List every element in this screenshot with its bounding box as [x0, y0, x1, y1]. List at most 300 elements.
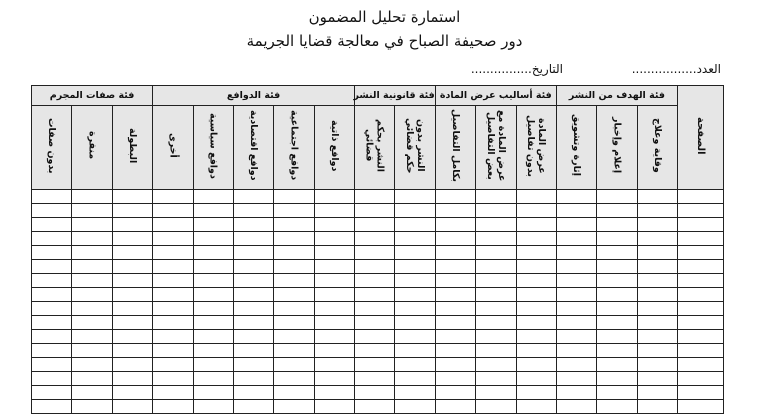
table-row	[32, 218, 724, 232]
table-cell[interactable]	[556, 218, 596, 232]
group-header-motives: فئة الدوافع	[153, 86, 355, 106]
table-cell[interactable]	[153, 330, 193, 344]
date-field: التاريخ................	[470, 62, 563, 76]
table-cell[interactable]	[637, 204, 677, 218]
table-cell[interactable]	[516, 316, 556, 330]
table-cell[interactable]	[476, 190, 516, 204]
table-cell[interactable]	[153, 246, 193, 260]
table-cell[interactable]	[153, 190, 193, 204]
table-cell[interactable]	[32, 358, 72, 372]
table-cell[interactable]	[355, 316, 395, 330]
table-cell[interactable]	[233, 218, 273, 232]
table-cell[interactable]	[153, 358, 193, 372]
table-cell[interactable]	[637, 372, 677, 386]
table-cell[interactable]	[233, 232, 273, 246]
table-row	[32, 204, 724, 218]
table-cell[interactable]	[637, 344, 677, 358]
table-cell[interactable]	[597, 246, 637, 260]
table-cell[interactable]	[193, 204, 233, 218]
table-cell[interactable]	[314, 246, 354, 260]
table-cell[interactable]	[435, 274, 475, 288]
table-cell[interactable]	[678, 330, 724, 344]
table-cell[interactable]	[516, 274, 556, 288]
table-cell[interactable]	[637, 260, 677, 274]
table-cell[interactable]	[233, 372, 273, 386]
table-cell[interactable]	[32, 386, 72, 400]
table-cell[interactable]	[556, 358, 596, 372]
table-cell[interactable]	[435, 218, 475, 232]
table-cell[interactable]	[395, 274, 435, 288]
table-cell[interactable]	[112, 274, 152, 288]
table-cell[interactable]	[556, 400, 596, 414]
table-cell[interactable]	[678, 190, 724, 204]
table-cell[interactable]	[112, 218, 152, 232]
column-header: دوافع سياسية	[193, 106, 233, 190]
table-cell[interactable]	[597, 358, 637, 372]
table-cell[interactable]	[193, 330, 233, 344]
table-cell[interactable]	[193, 372, 233, 386]
table-cell[interactable]	[678, 218, 724, 232]
table-cell[interactable]	[435, 260, 475, 274]
table-row	[32, 344, 724, 358]
table-cell[interactable]	[395, 190, 435, 204]
table-cell[interactable]	[476, 316, 516, 330]
table-cell[interactable]	[153, 372, 193, 386]
table-cell[interactable]	[314, 316, 354, 330]
table-cell[interactable]	[516, 260, 556, 274]
table-cell[interactable]	[516, 218, 556, 232]
table-cell[interactable]	[476, 288, 516, 302]
column-header: وقاية وعلاج	[637, 106, 677, 190]
table-row	[32, 372, 724, 386]
table-cell[interactable]	[193, 400, 233, 414]
table-cell[interactable]	[395, 288, 435, 302]
table-cell[interactable]	[314, 330, 354, 344]
table-cell[interactable]	[314, 344, 354, 358]
table-cell[interactable]	[314, 372, 354, 386]
table-cell[interactable]	[32, 344, 72, 358]
table-cell[interactable]	[72, 386, 112, 400]
table-cell[interactable]	[556, 330, 596, 344]
table-cell[interactable]	[274, 232, 314, 246]
table-cell[interactable]	[516, 358, 556, 372]
table-cell[interactable]	[435, 232, 475, 246]
table-cell[interactable]	[597, 288, 637, 302]
table-cell[interactable]	[193, 386, 233, 400]
table-cell[interactable]	[678, 260, 724, 274]
table-cell[interactable]	[435, 316, 475, 330]
table-cell[interactable]	[193, 344, 233, 358]
table-cell[interactable]	[72, 400, 112, 414]
table-cell[interactable]	[72, 358, 112, 372]
table-cell[interactable]	[556, 274, 596, 288]
table-cell[interactable]	[678, 246, 724, 260]
table-cell[interactable]	[153, 400, 193, 414]
table-row	[32, 246, 724, 260]
table-cell[interactable]	[112, 288, 152, 302]
table-cell[interactable]	[476, 344, 516, 358]
table-cell[interactable]	[112, 344, 152, 358]
table-cell[interactable]	[193, 302, 233, 316]
table-cell[interactable]	[476, 232, 516, 246]
table-row	[32, 232, 724, 246]
table-cell[interactable]	[516, 204, 556, 218]
table-cell[interactable]	[435, 344, 475, 358]
table-cell[interactable]	[637, 400, 677, 414]
table-cell[interactable]	[597, 316, 637, 330]
table-cell[interactable]	[72, 316, 112, 330]
table-cell[interactable]	[72, 372, 112, 386]
table-cell[interactable]	[274, 204, 314, 218]
table-cell[interactable]	[153, 302, 193, 316]
table-cell[interactable]	[355, 204, 395, 218]
table-cell[interactable]	[435, 302, 475, 316]
table-cell[interactable]	[435, 358, 475, 372]
table-row	[32, 316, 724, 330]
table-cell[interactable]	[314, 190, 354, 204]
table-cell[interactable]	[435, 386, 475, 400]
table-cell[interactable]	[637, 330, 677, 344]
table-cell[interactable]	[355, 358, 395, 372]
table-cell[interactable]	[112, 386, 152, 400]
table-cell[interactable]	[516, 246, 556, 260]
table-cell[interactable]	[556, 190, 596, 204]
table-cell[interactable]	[72, 288, 112, 302]
table-cell[interactable]	[516, 386, 556, 400]
table-cell[interactable]	[476, 246, 516, 260]
table-cell[interactable]	[597, 372, 637, 386]
table-cell[interactable]	[476, 358, 516, 372]
table-cell[interactable]	[678, 344, 724, 358]
table-cell[interactable]	[112, 358, 152, 372]
table-cell[interactable]	[516, 288, 556, 302]
column-header: دوافع اجتماعية	[274, 106, 314, 190]
table-cell[interactable]	[476, 204, 516, 218]
table-cell[interactable]	[193, 232, 233, 246]
table-cell[interactable]	[32, 316, 72, 330]
table-cell[interactable]	[314, 274, 354, 288]
table-cell[interactable]	[274, 400, 314, 414]
table-cell[interactable]	[556, 316, 596, 330]
table-cell[interactable]	[355, 386, 395, 400]
table-cell[interactable]	[637, 386, 677, 400]
page-column-header: الصفحة	[678, 86, 724, 190]
table-cell[interactable]	[476, 302, 516, 316]
table-cell[interactable]	[637, 190, 677, 204]
table-cell[interactable]	[395, 204, 435, 218]
table-cell[interactable]	[516, 400, 556, 414]
table-cell[interactable]	[556, 344, 596, 358]
table-cell[interactable]	[112, 400, 152, 414]
table-cell[interactable]	[395, 260, 435, 274]
table-cell[interactable]	[314, 386, 354, 400]
table-cell[interactable]	[32, 288, 72, 302]
table-cell[interactable]	[72, 218, 112, 232]
table-cell[interactable]	[112, 372, 152, 386]
table-cell[interactable]	[233, 330, 273, 344]
table-cell[interactable]	[153, 232, 193, 246]
table-cell[interactable]	[314, 302, 354, 316]
table-cell[interactable]	[597, 204, 637, 218]
table-cell[interactable]	[556, 246, 596, 260]
table-cell[interactable]	[112, 246, 152, 260]
table-cell[interactable]	[32, 190, 72, 204]
table-cell[interactable]	[274, 218, 314, 232]
table-cell[interactable]	[395, 330, 435, 344]
table-cell[interactable]	[395, 218, 435, 232]
table-cell[interactable]	[112, 232, 152, 246]
table-cell[interactable]	[476, 330, 516, 344]
table-cell[interactable]	[435, 372, 475, 386]
table-cell[interactable]	[516, 330, 556, 344]
table-cell[interactable]	[72, 232, 112, 246]
table-cell[interactable]	[637, 218, 677, 232]
table-cell[interactable]	[314, 358, 354, 372]
table-cell[interactable]	[637, 232, 677, 246]
table-cell[interactable]	[395, 246, 435, 260]
table-cell[interactable]	[435, 204, 475, 218]
table-cell[interactable]	[355, 288, 395, 302]
table-cell[interactable]	[314, 260, 354, 274]
table-cell[interactable]	[355, 232, 395, 246]
table-cell[interactable]	[72, 330, 112, 344]
table-cell[interactable]	[72, 260, 112, 274]
table-cell[interactable]	[193, 260, 233, 274]
table-cell[interactable]	[32, 246, 72, 260]
table-cell[interactable]	[112, 316, 152, 330]
table-cell[interactable]	[597, 302, 637, 316]
form-subtitle: دور صحيفة الصباح في معالجة قضايا الجريمة	[246, 32, 523, 50]
table-cell[interactable]	[233, 302, 273, 316]
table-cell[interactable]	[435, 400, 475, 414]
table-cell[interactable]	[516, 232, 556, 246]
table-cell[interactable]	[355, 190, 395, 204]
table-cell[interactable]	[314, 400, 354, 414]
table-cell[interactable]	[233, 400, 273, 414]
table-cell[interactable]	[355, 218, 395, 232]
table-cell[interactable]	[274, 260, 314, 274]
table-cell[interactable]	[355, 246, 395, 260]
table-row	[32, 260, 724, 274]
table-cell[interactable]	[395, 316, 435, 330]
table-cell[interactable]	[395, 232, 435, 246]
table-row	[32, 400, 724, 414]
table-cell[interactable]	[274, 288, 314, 302]
table-cell[interactable]	[678, 232, 724, 246]
table-cell[interactable]	[72, 246, 112, 260]
table-cell[interactable]	[274, 372, 314, 386]
table-cell[interactable]	[314, 232, 354, 246]
table-cell[interactable]	[597, 386, 637, 400]
table-cell[interactable]	[112, 302, 152, 316]
table-cell[interactable]	[32, 218, 72, 232]
table-cell[interactable]	[678, 316, 724, 330]
table-cell[interactable]	[476, 218, 516, 232]
table-cell[interactable]	[678, 400, 724, 414]
table-cell[interactable]	[314, 218, 354, 232]
table-cell[interactable]	[32, 400, 72, 414]
table-cell[interactable]	[233, 190, 273, 204]
column-header: أخرى	[153, 106, 193, 190]
table-cell[interactable]	[597, 330, 637, 344]
table-cell[interactable]	[637, 274, 677, 288]
table-cell[interactable]	[32, 274, 72, 288]
table-cell[interactable]	[597, 190, 637, 204]
table-cell[interactable]	[355, 400, 395, 414]
table-cell[interactable]	[112, 330, 152, 344]
table-cell[interactable]	[233, 316, 273, 330]
table-cell[interactable]	[516, 372, 556, 386]
table-row	[32, 386, 724, 400]
table-cell[interactable]	[233, 386, 273, 400]
table-cell[interactable]	[72, 204, 112, 218]
table-cell[interactable]	[637, 288, 677, 302]
table-cell[interactable]	[233, 358, 273, 372]
table-cell[interactable]	[112, 190, 152, 204]
table-cell[interactable]	[597, 232, 637, 246]
table-cell[interactable]	[395, 344, 435, 358]
table-cell[interactable]	[597, 218, 637, 232]
table-cell[interactable]	[556, 386, 596, 400]
table-row	[32, 330, 724, 344]
table-cell[interactable]	[597, 260, 637, 274]
table-cell[interactable]	[72, 190, 112, 204]
table-cell[interactable]	[597, 274, 637, 288]
table-cell[interactable]	[476, 400, 516, 414]
table-cell[interactable]	[153, 218, 193, 232]
table-cell[interactable]	[32, 372, 72, 386]
table-cell[interactable]	[597, 400, 637, 414]
table-cell[interactable]	[32, 260, 72, 274]
table-cell[interactable]	[476, 386, 516, 400]
table-cell[interactable]	[153, 386, 193, 400]
table-cell[interactable]	[476, 274, 516, 288]
table-cell[interactable]	[355, 302, 395, 316]
table-cell[interactable]	[153, 260, 193, 274]
table-cell[interactable]	[153, 274, 193, 288]
table-cell[interactable]	[274, 274, 314, 288]
table-cell[interactable]	[233, 288, 273, 302]
table-cell[interactable]	[556, 232, 596, 246]
table-cell[interactable]	[233, 344, 273, 358]
table-cell[interactable]	[556, 204, 596, 218]
table-cell[interactable]	[32, 232, 72, 246]
column-header: النشر بحكم قضائي	[355, 106, 395, 190]
table-cell[interactable]	[637, 358, 677, 372]
table-cell[interactable]	[395, 302, 435, 316]
column-header: إعلام وإخبار	[597, 106, 637, 190]
table-cell[interactable]	[678, 386, 724, 400]
table-cell[interactable]	[112, 204, 152, 218]
table-cell[interactable]	[678, 372, 724, 386]
table-cell[interactable]	[556, 288, 596, 302]
table-cell[interactable]	[597, 344, 637, 358]
table-cell[interactable]	[435, 190, 475, 204]
table-cell[interactable]	[274, 344, 314, 358]
table-cell[interactable]	[274, 358, 314, 372]
table-cell[interactable]	[153, 204, 193, 218]
column-header: إثارة وتشويق	[556, 106, 596, 190]
table-row	[32, 190, 724, 204]
table-cell[interactable]	[274, 246, 314, 260]
table-cell[interactable]	[72, 274, 112, 288]
table-cell[interactable]	[678, 302, 724, 316]
table-cell[interactable]	[435, 330, 475, 344]
table-cell[interactable]	[274, 316, 314, 330]
table-cell[interactable]	[476, 260, 516, 274]
group-header-goal: فئة الهدف من النشر	[556, 86, 677, 106]
table-cell[interactable]	[193, 316, 233, 330]
table-cell[interactable]	[556, 302, 596, 316]
table-cell[interactable]	[274, 386, 314, 400]
table-cell[interactable]	[355, 330, 395, 344]
table-cell[interactable]	[112, 260, 152, 274]
table-cell[interactable]	[72, 302, 112, 316]
table-cell[interactable]	[355, 274, 395, 288]
table-cell[interactable]	[355, 344, 395, 358]
table-cell[interactable]	[678, 274, 724, 288]
table-cell[interactable]	[355, 372, 395, 386]
table-cell[interactable]	[476, 372, 516, 386]
table-cell[interactable]	[678, 358, 724, 372]
table-cell[interactable]	[153, 288, 193, 302]
table-cell[interactable]	[233, 274, 273, 288]
table-cell[interactable]	[274, 190, 314, 204]
table-cell[interactable]	[556, 372, 596, 386]
column-header: عرض المادة بدون تفاصيل	[516, 106, 556, 190]
table-cell[interactable]	[274, 302, 314, 316]
table-cell[interactable]	[516, 302, 556, 316]
column-header: بكامل التفاصيل	[435, 106, 475, 190]
table-cell[interactable]	[32, 204, 72, 218]
table-cell[interactable]	[314, 204, 354, 218]
table-cell[interactable]	[516, 344, 556, 358]
table-cell[interactable]	[556, 260, 596, 274]
table-cell[interactable]	[193, 274, 233, 288]
table-cell[interactable]	[516, 190, 556, 204]
table-cell[interactable]	[233, 204, 273, 218]
table-cell[interactable]	[193, 288, 233, 302]
issue-number-field: العدد.................	[631, 62, 721, 76]
content-analysis-table	[31, 85, 724, 414]
table-cell[interactable]	[233, 246, 273, 260]
table-cell[interactable]	[395, 386, 435, 400]
table-cell[interactable]	[678, 288, 724, 302]
table-cell[interactable]	[193, 246, 233, 260]
table-cell[interactable]	[32, 330, 72, 344]
table-cell[interactable]	[395, 358, 435, 372]
table-cell[interactable]	[32, 302, 72, 316]
table-cell[interactable]	[153, 344, 193, 358]
table-cell[interactable]	[435, 246, 475, 260]
table-cell[interactable]	[274, 330, 314, 344]
table-cell[interactable]	[153, 316, 193, 330]
table-cell[interactable]	[637, 246, 677, 260]
table-cell[interactable]	[395, 400, 435, 414]
table-cell[interactable]	[435, 288, 475, 302]
table-cell[interactable]	[193, 190, 233, 204]
table-cell[interactable]	[233, 260, 273, 274]
table-cell[interactable]	[395, 372, 435, 386]
table-cell[interactable]	[355, 260, 395, 274]
table-cell[interactable]	[193, 358, 233, 372]
table-cell[interactable]	[72, 344, 112, 358]
table-cell[interactable]	[637, 316, 677, 330]
table-cell[interactable]	[193, 218, 233, 232]
table-cell[interactable]	[678, 204, 724, 218]
table-cell[interactable]	[314, 288, 354, 302]
table-cell[interactable]	[637, 302, 677, 316]
